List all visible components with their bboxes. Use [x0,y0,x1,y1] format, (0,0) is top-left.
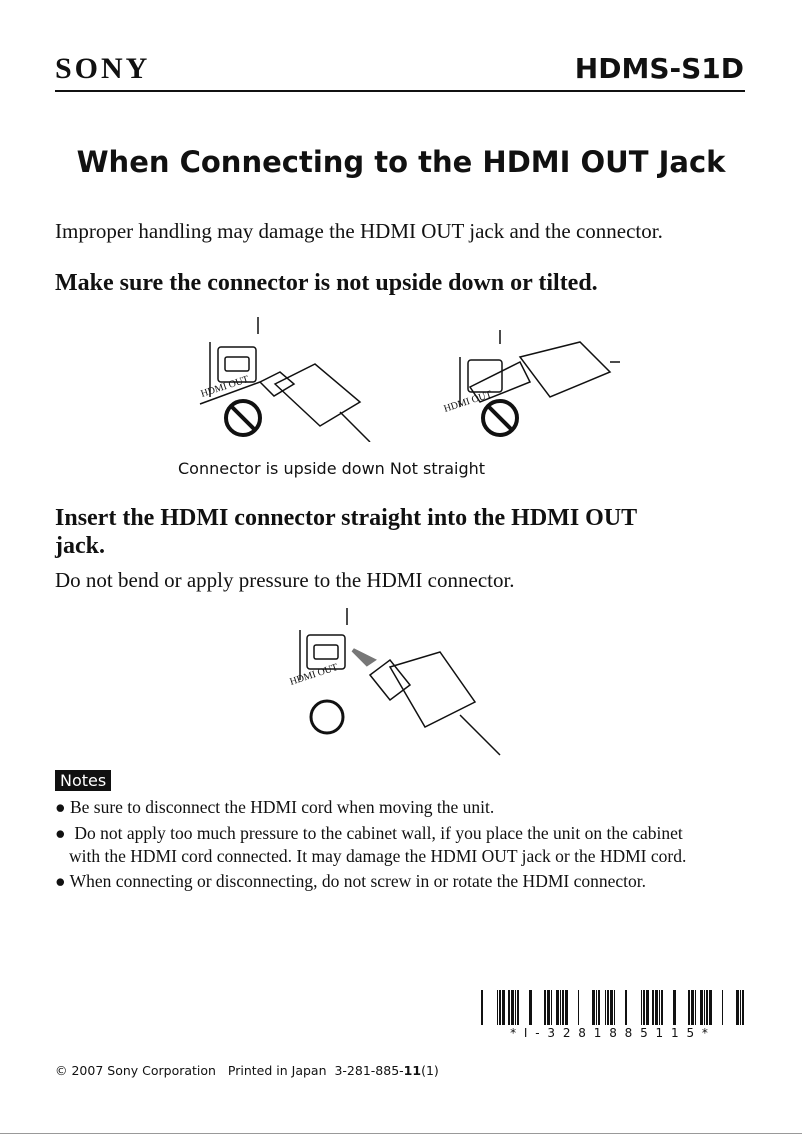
intro-text: Improper handling may damage the HDMI OUT jack and the connector. [55,219,663,243]
section2-heading-line2: jack. [55,533,105,559]
model-number: HDMS-S1D [574,52,744,85]
note-text: Do not apply too much pressure to the cabinet wall, if you place the unit on the cabinet [74,823,683,843]
upside-down-illustration [200,317,370,442]
svg-text:HDMI OUT: HDMI OUT [199,374,251,400]
bottom-rule [0,1133,802,1134]
note-item: ● Be sure to disconnect the HDMI cord when moving the unit. [55,797,495,817]
section1-heading: Make sure the connector is not upside down or tilted. [55,270,598,296]
notes-label: Notes [55,770,111,791]
note-item: ● Do not apply too much pressure to the cabinet wall, if you place the unit on the cabinet [55,823,683,843]
note-item: ● When connecting or disconnecting, do not screw in or rotate the HDMI connector. [55,871,646,891]
figure1-caption: Connector is upside down Not straight [178,459,486,478]
barcode [475,990,745,1025]
figure-correct-connection [285,605,505,765]
barcode-text: * I - 3 2 8 1 8 8 5 1 1 5 * [510,1026,710,1040]
figure-wrong-connections [180,312,620,442]
sony-logo: SONY [55,52,151,85]
section2-heading-line1: Insert the HDMI connector straight into the HDMI OUT [55,505,638,531]
tilted-illustration [443,330,620,435]
footer [55,1063,439,1078]
printed-in: Printed in Japan [227,1063,327,1078]
svg-text:HDMI OUT: HDMI OUT [288,662,340,688]
note-text: When connecting or disconnecting, do not screw in or rotate the HDMI connector. [69,871,646,891]
svg-text:HDMI OUT: HDMI OUT [442,389,494,415]
part-code-bold: 11 [403,1063,422,1078]
note-item-continued: with the HDMI cord connected. It may damage the HDMI OUT jack or the HDMI cord. [69,846,687,866]
header-rule [55,90,745,92]
part-code: 3-281-885- [334,1063,404,1078]
note-text: Be sure to disconnect the HDMI cord when moving the unit. [69,797,495,817]
section2-text: Do not bend or apply pressure to the HDMI connector. [55,568,515,592]
page-title: When Connecting to the HDMI OUT Jack [76,145,726,179]
copyright: © 2007 Sony Corporation [55,1063,216,1078]
part-code-suffix: (1) [421,1063,439,1078]
